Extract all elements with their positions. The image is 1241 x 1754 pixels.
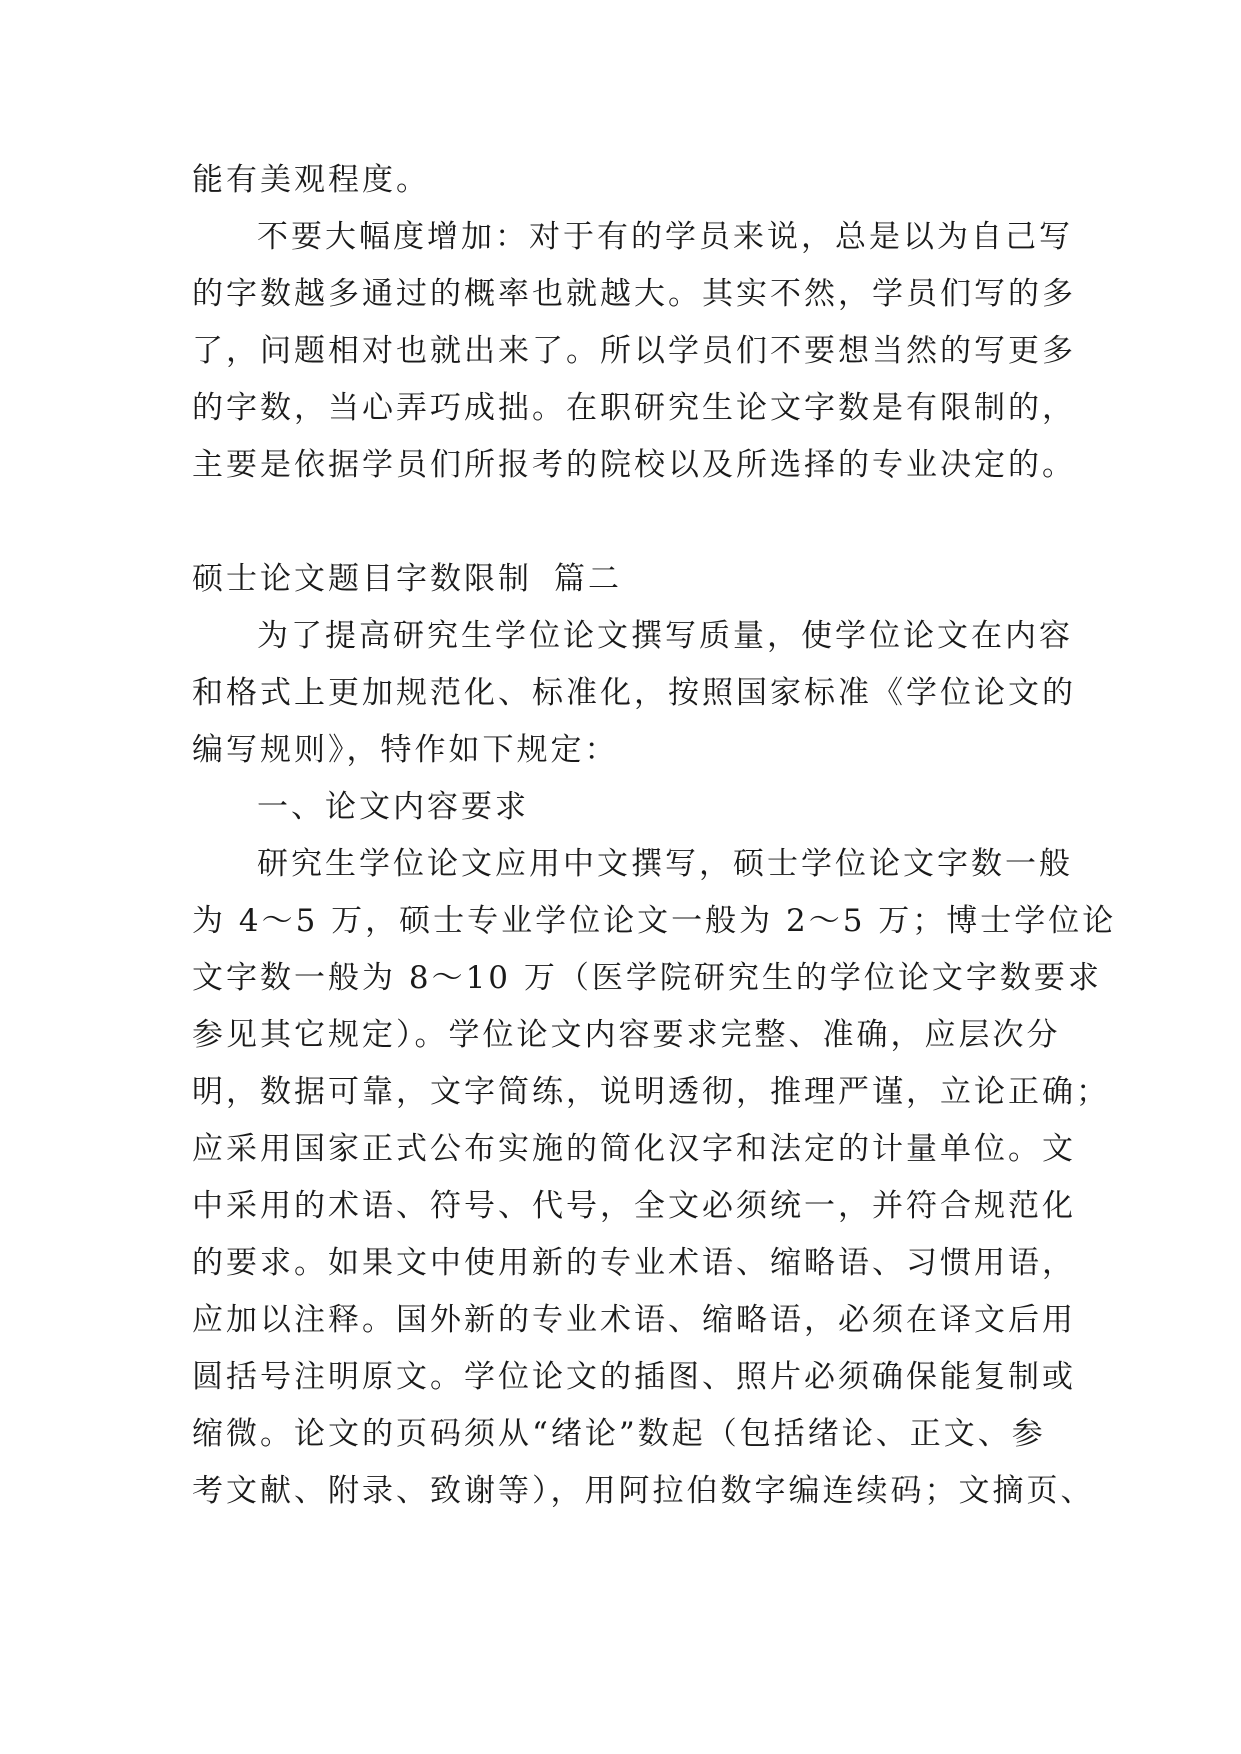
paragraph-line: 了，问题相对也就出来了。所以学员们不要想当然的写更多 (192, 333, 1076, 369)
section-title-text: 硕士论文题目字数限制 (192, 561, 532, 597)
paragraph-line: 主要是依据学员们所报考的院校以及所选择的专业决定的。 (192, 447, 1076, 483)
paragraph-line: 圆括号注明原文。学位论文的插图、照片必须确保能复制或 (192, 1359, 1076, 1395)
section-title (192, 551, 1052, 608)
paragraph-line: 中采用的术语、符号、代号，全文必须统一，并符合规范化 (192, 1188, 1076, 1224)
paragraph-line: 为了提高研究生学位论文撰写质量，使学位论文在内容 (257, 618, 1073, 654)
paragraph-line: 的字数，当心弄巧成拙。在职研究生论文字数是有限制的， (192, 390, 1076, 426)
paragraph-line: 明，数据可靠，文字简练，说明透彻，推理严谨，立论正确； (192, 1074, 1110, 1110)
document-page (192, 152, 1117, 1520)
paragraph-line: 考文献、附录、致谢等），用阿拉伯数字编连续码；文摘页、 (192, 1473, 1095, 1509)
paragraph-line: 应采用国家正式公布实施的简化汉字和法定的计量单位。文 (192, 1131, 1076, 1167)
paragraph-line: 不要大幅度增加：对于有的学员来说，总是以为自己写 (257, 219, 1073, 255)
paragraph-line: 缩微。论文的页码须从“绪论”数起（包括绪论、正文、参 (192, 1416, 1046, 1452)
subsection-heading: 一、论文内容要求 (257, 789, 529, 825)
paragraph-line: 的字数越多通过的概率也就越大。其实不然，学员们写的多 (192, 276, 1076, 312)
paragraph-line: 文字数一般为 8～10 万（医学院研究生的学位论文字数要求 (192, 960, 1102, 996)
paragraph-line: 为 4～5 万，硕士专业学位论文一般为 2～5 万；博士学位论 (192, 903, 1117, 939)
section-title-suffix: 篇二 (554, 561, 622, 597)
paragraph-line: 研究生学位论文应用中文撰写，硕士学位论文字数一般 (257, 846, 1073, 882)
paragraph-line: 能有美观程度。 (192, 162, 430, 198)
paragraph-line: 的要求。如果文中使用新的专业术语、缩略语、习惯用语， (192, 1245, 1076, 1281)
section-spacer (192, 494, 1052, 551)
paragraph-line: 和格式上更加规范化、标准化，按照国家标准《学位论文的 (192, 675, 1076, 711)
paragraph-line: 应加以注释。国外新的专业术语、缩略语，必须在译文后用 (192, 1302, 1076, 1338)
paragraph-line: 参见其它规定）。学位论文内容要求完整、准确，应层次分 (192, 1017, 1061, 1053)
paragraph-line: 编写规则》，特作如下规定： (192, 732, 619, 768)
